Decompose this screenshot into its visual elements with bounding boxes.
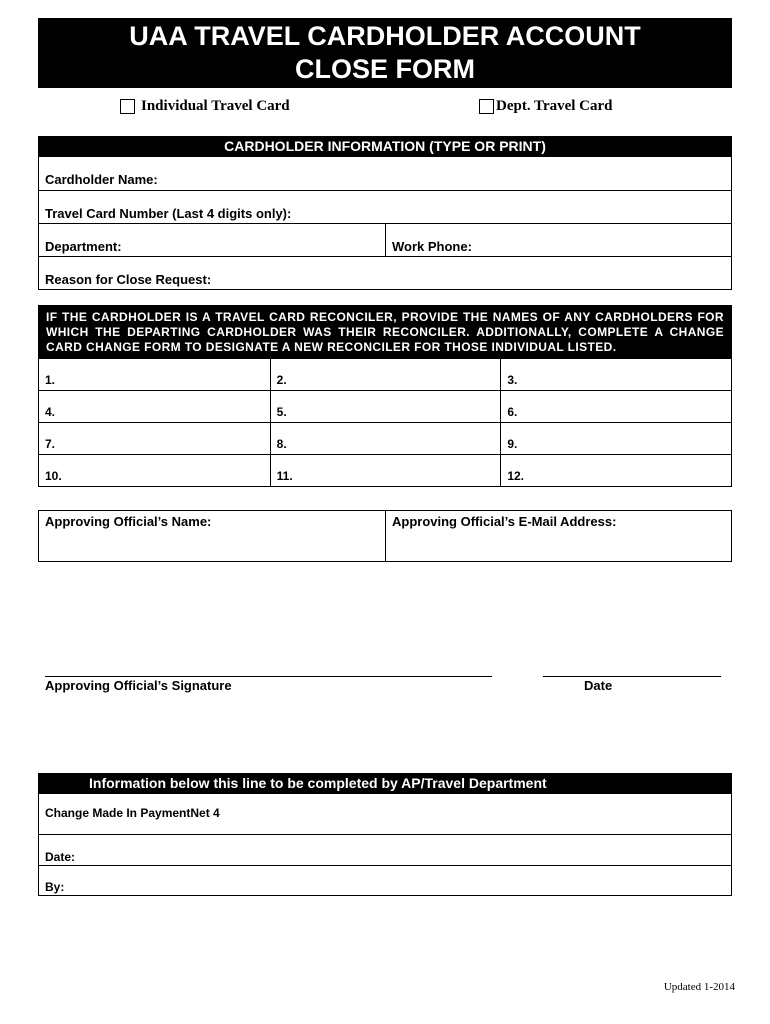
individual-card-label: Individual Travel Card xyxy=(141,98,290,114)
ap-date-label: Date: xyxy=(45,850,76,864)
card-number-label: Travel Card Number (Last 4 digits only): xyxy=(45,206,292,221)
dept-card-label: Dept. Travel Card xyxy=(496,98,613,114)
reconciler-entry-10[interactable]: 10. xyxy=(45,469,62,483)
reconciler-row xyxy=(39,358,731,390)
department-label: Department: xyxy=(45,239,122,254)
card-number-field[interactable] xyxy=(39,191,731,223)
reconciler-entry-12[interactable]: 12. xyxy=(500,455,731,486)
approving-name-label: Approving Official’s Name: xyxy=(45,514,212,529)
ap-by-field[interactable] xyxy=(39,866,731,895)
reconciler-notice: IF THE CARDHOLDER IS A TRAVEL CARD RECONCILER, PROVIDE THE NAMES OF ANY CARDHOLDERS FOR WHICH THE DEPARTING CARDHOLDER WAS THEIR RECONCILER. ADDITIONALLY, COMPLETE A CHANGE CARD CHANGE FORM TO DESIGNATE A NEW RECONCILER FOR THOSE INDIVIDUAL LISTED. xyxy=(39,306,731,358)
reason-field[interactable] xyxy=(39,257,731,289)
ap-travel-section xyxy=(38,773,732,896)
date-label: Date xyxy=(584,678,613,693)
reason-label: Reason for Close Request: xyxy=(45,272,212,287)
individual-card-checkbox[interactable] xyxy=(120,99,135,114)
reconciler-entry-5[interactable]: 5. xyxy=(270,391,501,422)
reconciler-entry-6[interactable]: 6. xyxy=(500,391,731,422)
cardholder-info-section xyxy=(38,136,732,290)
form-title xyxy=(38,18,732,88)
date-line[interactable] xyxy=(543,676,721,677)
cardholder-name-label: Cardholder Name: xyxy=(45,172,158,187)
reconciler-entry-8[interactable]: 8. xyxy=(270,423,501,454)
reconciler-row xyxy=(39,390,731,422)
work-phone-field[interactable] xyxy=(385,224,731,256)
department-field[interactable] xyxy=(39,224,385,256)
reconciler-entry-11[interactable]: 11. xyxy=(270,455,501,486)
approving-official-section xyxy=(38,510,732,562)
approving-email-label: Approving Official’s E-Mail Address: xyxy=(392,514,617,529)
ap-by-label: By: xyxy=(45,880,65,894)
reconciler-entry-2[interactable]: 2. xyxy=(270,359,501,390)
reconciler-section xyxy=(38,305,732,487)
cardholder-name-field[interactable] xyxy=(39,157,731,190)
form-title-line2: CLOSE FORM xyxy=(295,54,475,84)
reconciler-entry-7[interactable]: 7. xyxy=(45,437,56,451)
paymentnet-change-label: Change Made In PaymentNet 4 xyxy=(45,806,220,820)
dept-card-checkbox[interactable] xyxy=(479,99,494,114)
reconciler-row xyxy=(39,422,731,454)
work-phone-label: Work Phone: xyxy=(392,239,472,254)
ap-date-field[interactable] xyxy=(39,835,731,865)
reconciler-entry-1[interactable]: 1. xyxy=(45,373,56,387)
reconciler-entry-9[interactable]: 9. xyxy=(500,423,731,454)
dept-card-option[interactable] xyxy=(479,98,613,115)
reconciler-entry-4[interactable]: 4. xyxy=(45,405,56,419)
form-title-line1: UAA TRAVEL CARDHOLDER ACCOUNT xyxy=(129,21,641,51)
reconciler-entry-3[interactable]: 3. xyxy=(500,359,731,390)
approving-name-field[interactable] xyxy=(39,511,385,561)
ap-travel-header: Information below this line to be completed by AP/Travel Department xyxy=(39,774,731,793)
updated-note: Updated 1-2014 xyxy=(663,981,735,993)
paymentnet-change-field[interactable] xyxy=(39,794,731,834)
reconciler-row xyxy=(39,454,731,486)
signature-line[interactable] xyxy=(45,676,492,677)
individual-card-option[interactable] xyxy=(120,98,290,115)
cardholder-info-header: CARDHOLDER INFORMATION (TYPE OR PRINT) xyxy=(39,137,731,156)
approving-email-field[interactable] xyxy=(385,511,731,561)
signature-label: Approving Official’s Signature xyxy=(45,678,232,693)
